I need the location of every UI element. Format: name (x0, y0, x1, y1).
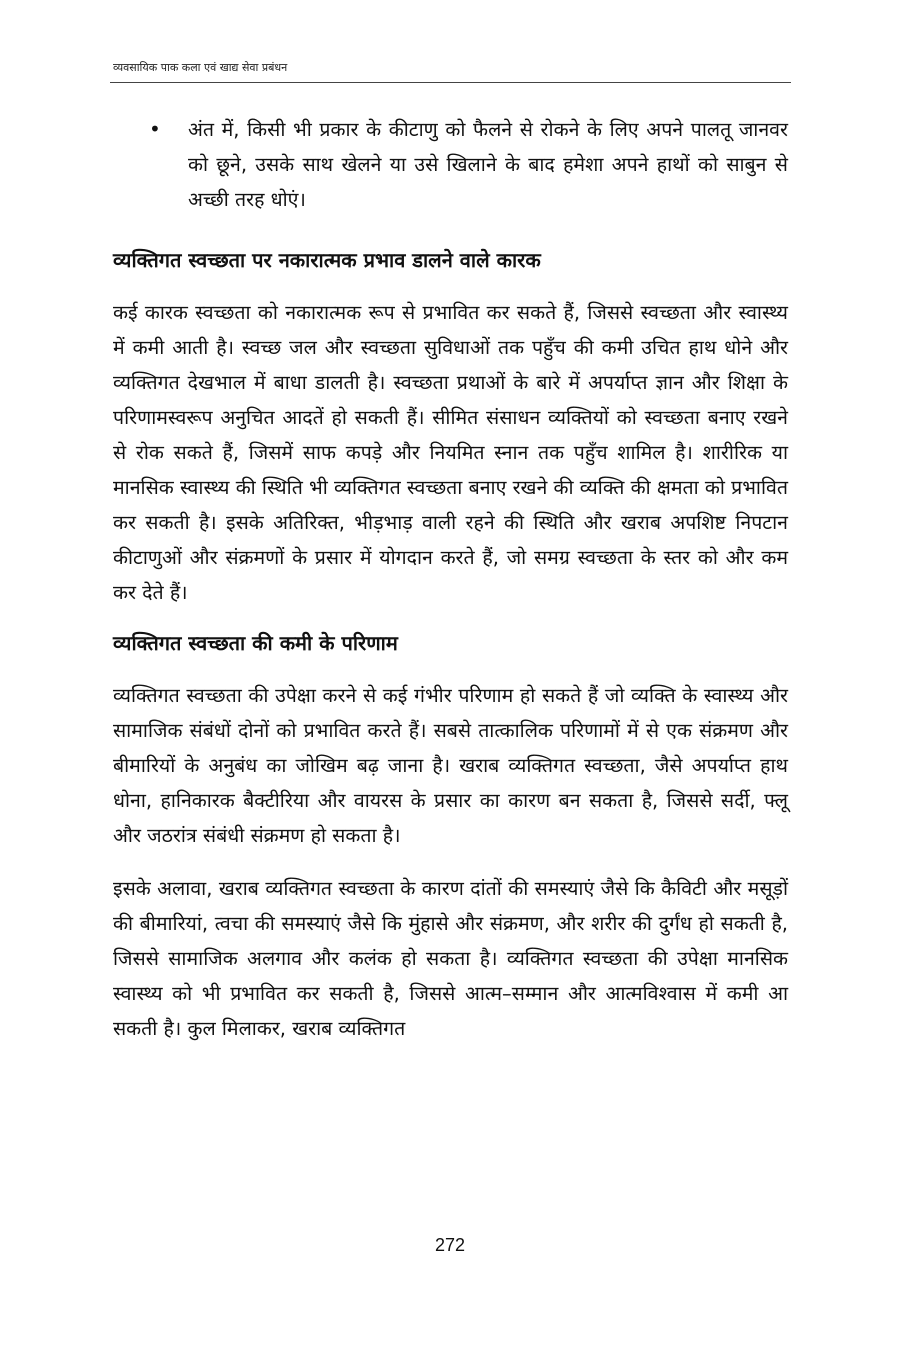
page-body (113, 112, 788, 1064)
page-number: 272 (434, 1235, 466, 1255)
bullet-list-item (113, 112, 788, 217)
paragraph-consequences-2: इसके अलावा, खराब व्यक्तिगत स्वच्छता के कारण दांतों की समस्याएं जैसे कि कैविटी और मसूड़ों की बीमारियां, त्वचा की समस्याएं जैसे कि मुंहासे और संक्रमण, और शरीर की दुर्गंध हो सकती है, जिससे सामाजिक अलगाव और कलंक हो सकता है। व्यक्तिगत स्वच्छता की उपेक्षा मानसिक स्वास्थ्य को भी प्रभावित कर सकती है, जिससे आत्म–सम्मान और आत्मविश्वास में कमी आ सकती है। कुल मिलाकर, खराब व्यक्तिगत (113, 877, 788, 1040)
paragraph-negative-factors: कई कारक स्वच्छता को नकारात्मक रूप से प्रभावित कर सकते हैं, जिससे स्वच्छता और स्वास्थ्य में कमी आती है। स्वच्छ जल और स्वच्छता सुविधाओं तक पहुँच की कमी उचित हाथ धोने और व्यक्तिगत देखभाल में बाधा डालती है। स्वच्छता प्रथाओं के बारे में अपर्याप्त ज्ञान और शिक्षा के परिणामस्वरूप अनुचित आदतें हो सकती हैं। सीमित संसाधन व्यक्तियों को स्वच्छता बनाए रखने से रोक सकते हैं, जिसमें साफ कपड़े और नियमित स्नान तक पहुँच शामिल है। शारीरिक या मानसिक स्वास्थ्य की स्थिति भी व्यक्तिगत स्वच्छता बनाए रखने की व्यक्ति की क्षमता को प्रभावित कर सकती है। इसके अतिरिक्त, भीड़भाड़ वाली रहने की स्थिति और खराब अपशिष्ट निपटान कीटाणुओं और संक्रमणों के प्रसार में योगदान करते हैं, जो समग्र स्वच्छता के स्तर को और कम कर देते हैं। (113, 301, 788, 604)
running-header: व्यवसायिक पाक कला एवं खाद्य सेवा प्रबंधन (113, 61, 288, 74)
section-heading-consequences: व्यक्तिगत स्वच्छता की कमी के परिणाम (113, 631, 398, 655)
paragraph-consequences-1: व्यक्तिगत स्वच्छता की उपेक्षा करने से कई गंभीर परिणाम हो सकते हैं जो व्यक्ति के स्वास्थ्य और सामाजिक संबंधों दोनों को प्रभावित करते हैं। सबसे तात्कालिक परिणामों में से एक संक्रमण और बीमारियों के अनुबंध का जोखिम बढ़ जाना है। खराब व्यक्तिगत स्वच्छता, जैसे अपर्याप्त हाथ धोना, हानिकारक बैक्टीरिया और वायरस के प्रसार का कारण बन सकता है, जिससे सर्दी, फ्लू और जठरांत्र संबंधी संक्रमण हो सकता है। (113, 684, 788, 847)
section-heading-negative-factors: व्यक्तिगत स्वच्छता पर नकारात्मक प्रभाव डालने वाले कारक (113, 248, 541, 272)
bullet-point: • (149, 117, 161, 141)
bullet-text: अंत में, किसी भी प्रकार के कीटाणु को फैलने से रोकने के लिए अपने पालतू जानवर को छूने, उसके साथ खेलने या उसे खिलाने के बाद हमेशा अपने हाथों को साबुन से अच्छी तरह धोएं। (188, 118, 788, 211)
header-divider (110, 82, 791, 83)
